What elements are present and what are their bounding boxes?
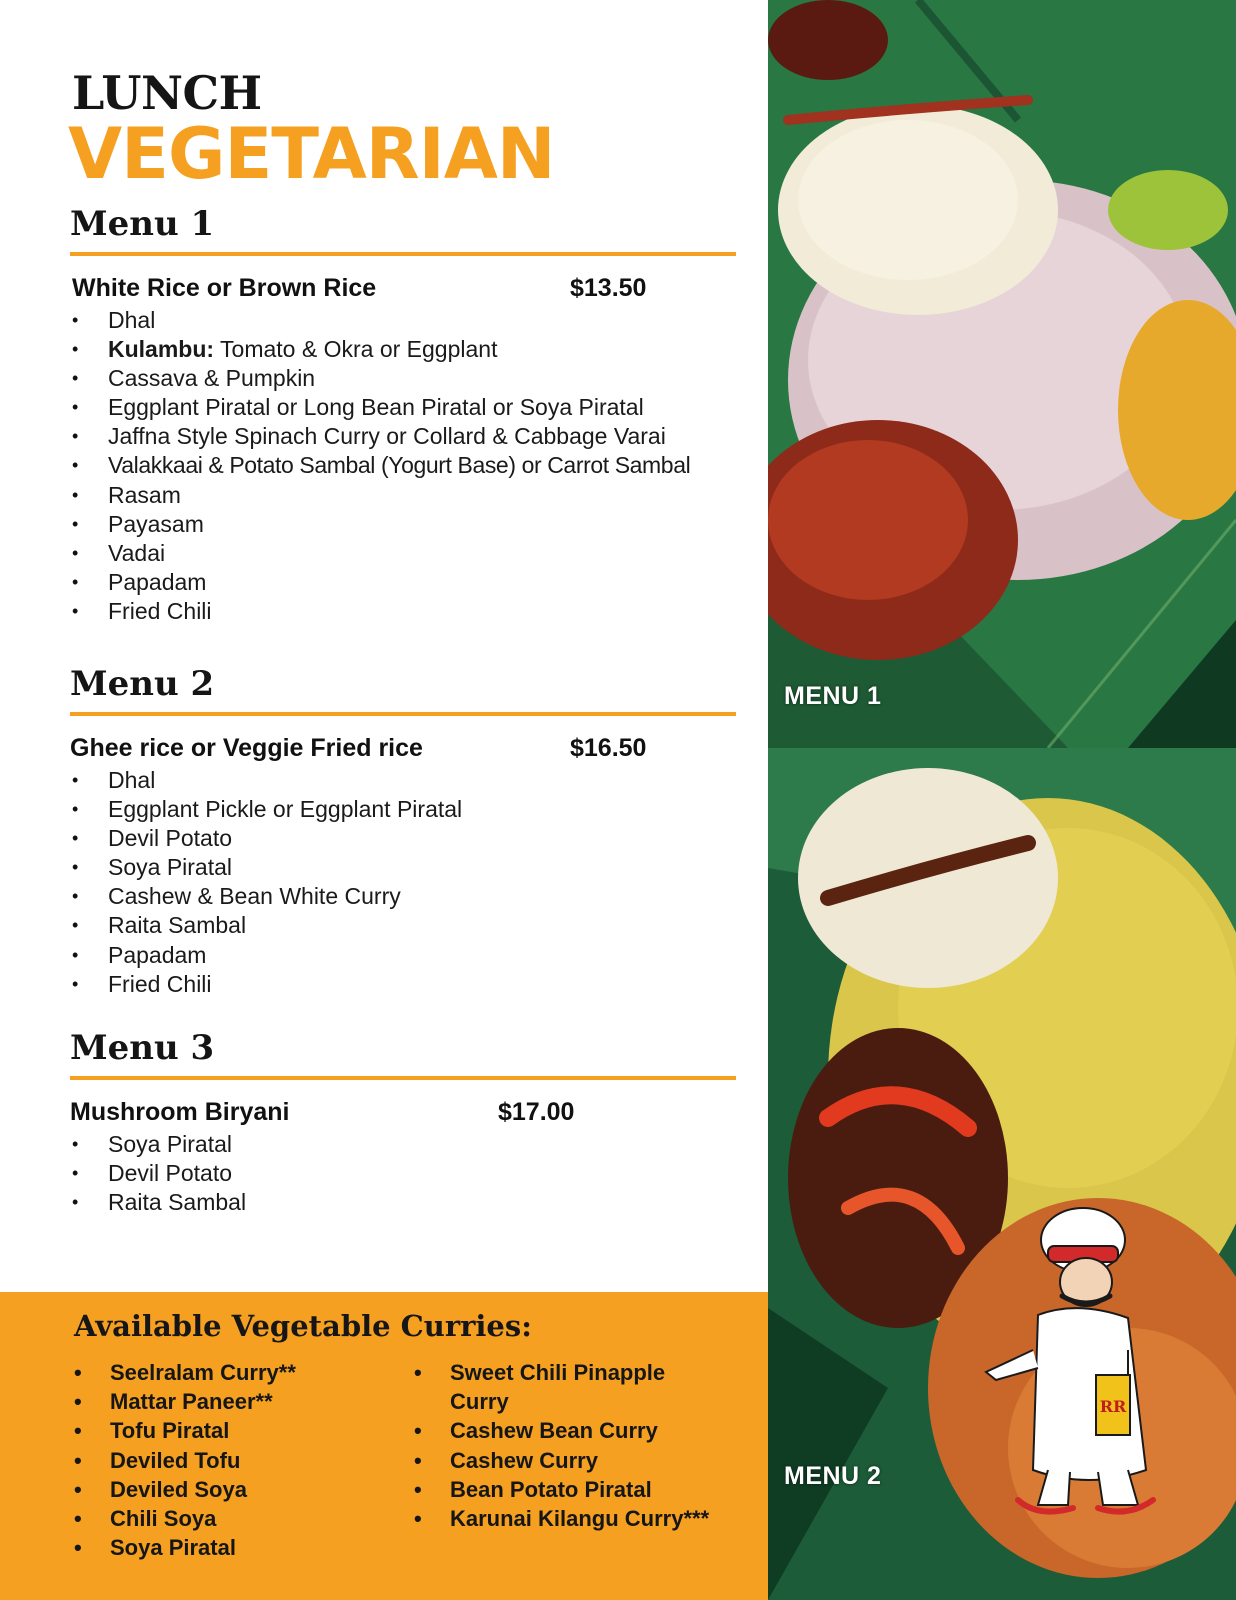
dish-item: • Soya Piratal — [70, 853, 740, 882]
dish-item: • Devil Potato — [70, 824, 740, 853]
menu-3-item-name: Mushroom Biryani — [70, 1098, 290, 1126]
menu-1-section — [70, 204, 740, 626]
menu-3-price: $17.00 — [498, 1098, 575, 1126]
dish-item: • Vadai — [70, 539, 740, 568]
menu-3-title: Menu 3 — [70, 1028, 215, 1068]
kulambu-label: Kulambu: — [108, 336, 215, 363]
dish-item: • Eggplant Pickle or Eggplant Piratal — [70, 795, 740, 824]
menu-2-item-row — [70, 734, 740, 764]
dish-item: • Dhal — [70, 306, 740, 335]
menu-1-price: $13.50 — [570, 274, 647, 302]
dish-item: • Valakkaai & Potato Sambal (Yogurt Base) or Carrot Sambal — [70, 451, 740, 480]
menu-2-photo-label: MENU 2 — [784, 1462, 882, 1490]
dish-item: • Soya Piratal — [70, 1130, 740, 1159]
menu-1-item-name: White Rice or Brown Rice — [72, 274, 377, 302]
curry-item: • Cashew Curry — [414, 1446, 714, 1475]
dish-item: • Devil Potato — [70, 1159, 740, 1188]
dish-item: • Dhal — [70, 766, 740, 795]
curry-item: • Mattar Paneer** — [74, 1387, 384, 1416]
dish-item: • Cassava & Pumpkin — [70, 364, 740, 393]
dish-item: • Jaffna Style Spinach Curry or Collard & Cabbage Varai — [70, 422, 740, 451]
curry-item: • Cashew Bean Curry — [414, 1416, 714, 1445]
dish-item: • Eggplant Piratal or Long Bean Piratal or Soya Piratal — [70, 393, 740, 422]
dish-item: • Raita Sambal — [70, 1188, 740, 1217]
menu-3-item-row — [70, 1098, 740, 1128]
menu-3-dish-list — [70, 1130, 740, 1217]
dish-item: • Cashew & Bean White Curry — [70, 882, 740, 911]
curries-left-list — [74, 1358, 384, 1562]
dish-item: • Fried Chili — [70, 597, 740, 626]
dish-item: • Fried Chili — [70, 970, 740, 999]
dish-item: • Papadam — [70, 941, 740, 970]
curry-item: • Soya Piratal — [74, 1533, 384, 1562]
curry-item: • Deviled Tofu — [74, 1446, 384, 1475]
chef-mascot-logo — [978, 1200, 1168, 1520]
menu-2-dish-list — [70, 766, 740, 999]
curry-item: • Chili Soya — [74, 1504, 384, 1533]
curries-title: Available Vegetable Curries: — [74, 1309, 532, 1343]
curries-right-list — [414, 1358, 714, 1533]
dish-item: • Papadam — [70, 568, 740, 597]
dish-item: • Raita Sambal — [70, 911, 740, 940]
vegetable-curries-band — [0, 1292, 775, 1600]
menu-2-title: Menu 2 — [70, 664, 215, 704]
curry-item: • Tofu Piratal — [74, 1416, 384, 1445]
dish-item — [70, 335, 740, 364]
menu-1-item-row — [70, 274, 740, 304]
curry-item: • Karunai Kilangu Curry*** — [414, 1504, 714, 1533]
menu-2-price: $16.50 — [570, 734, 647, 762]
dish-item: • Payasam — [70, 510, 740, 539]
menu-2-section — [70, 664, 740, 999]
dish-item: • Rasam — [70, 481, 740, 510]
curry-item: • Seelralam Curry** — [74, 1358, 384, 1387]
heading-vegetarian: VEGETARIAN — [68, 113, 555, 195]
menu-3-divider — [70, 1076, 736, 1080]
logo-monogram: RR — [1099, 1397, 1127, 1416]
menu-2-item-name: Ghee rice or Veggie Fried rice — [70, 734, 423, 762]
kulambu-value: Tomato & Okra or Eggplant — [220, 336, 498, 363]
heading-lunch: LUNCH — [72, 66, 262, 120]
menu-1-dish-list — [70, 306, 740, 626]
menu-1-food-photo — [768, 0, 1236, 748]
curry-item: • Deviled Soya — [74, 1475, 384, 1504]
menu-1-photo-label: MENU 1 — [784, 682, 882, 710]
menu-1-divider — [70, 252, 736, 256]
menu-1-title: Menu 1 — [70, 204, 215, 244]
menu-2-divider — [70, 712, 736, 716]
curry-item: • Bean Potato Piratal — [414, 1475, 714, 1504]
curry-item: • Sweet Chili Pinapple Curry — [414, 1358, 714, 1416]
menu-3-section — [70, 1028, 740, 1217]
